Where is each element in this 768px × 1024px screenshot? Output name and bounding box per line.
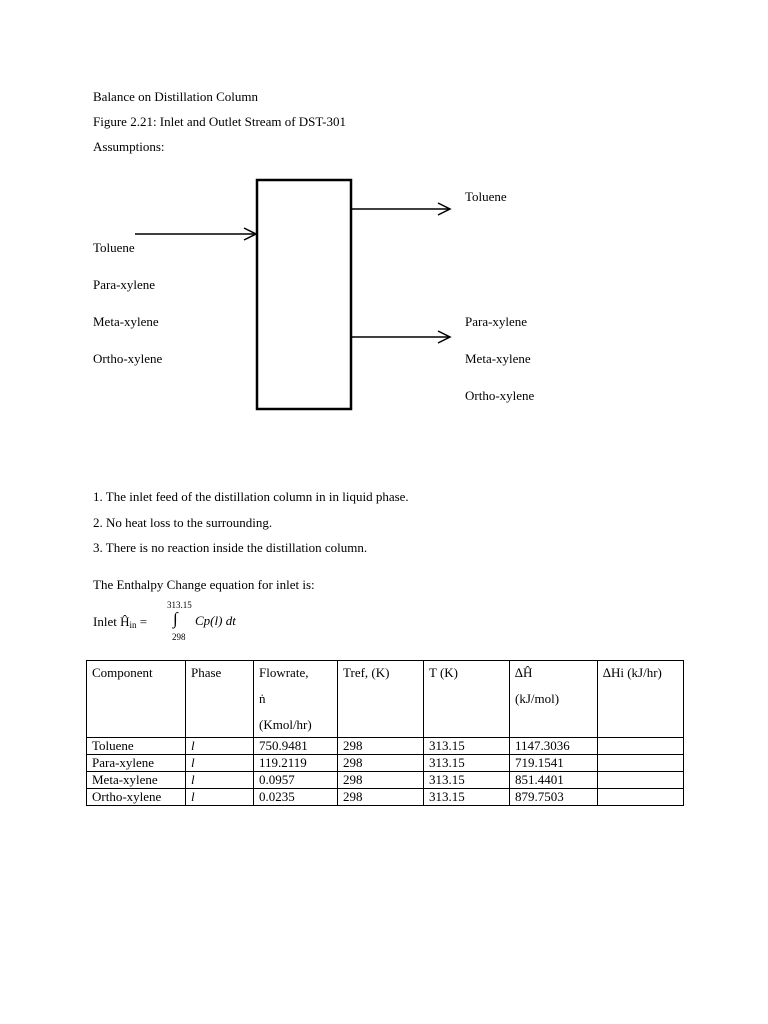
integral-symbol: ∫	[173, 609, 178, 628]
inlet-component-label: Meta-xylene	[93, 314, 159, 329]
header-delta-hi: ∆Hi (kJ/hr)	[598, 661, 684, 738]
header-t: T (K)	[424, 661, 510, 738]
cell-delta-h: 879.7503	[510, 789, 598, 806]
cell-delta-hi	[598, 738, 684, 755]
bottom-outlet-component-label: Ortho-xylene	[465, 388, 535, 403]
assumption-item: 1. The inlet feed of the distillation column in in liquid phase.	[93, 489, 409, 504]
cell-component: Para-xylene	[87, 755, 186, 772]
cell-flowrate: 0.0957	[254, 772, 338, 789]
cell-delta-h: 1147.3036	[510, 738, 598, 755]
assumption-item: 3. There is no reaction inside the distillation column.	[93, 540, 368, 555]
top-outlet-component-label: Toluene	[465, 189, 507, 204]
table-row	[87, 772, 684, 789]
enthalpy-equation-lhs	[93, 614, 147, 630]
integral-upper-limit: 313.15	[167, 600, 192, 610]
integral-integrand: Cp(l) dt	[195, 613, 236, 628]
cell-delta-hi	[598, 789, 684, 806]
cell-component: Meta-xylene	[87, 772, 186, 789]
cell-t: 313.15	[424, 789, 510, 806]
cell-component: Toluene	[87, 738, 186, 755]
equation-lhs-main: Inlet Ĥ	[93, 614, 130, 629]
cell-flowrate: 119.2119	[254, 755, 338, 772]
table-row	[87, 738, 684, 755]
cell-phase: l	[186, 755, 254, 772]
cell-flowrate: 750.9481	[254, 738, 338, 755]
cell-delta-h: 719.1541	[510, 755, 598, 772]
assumption-item: 2. No heat loss to the surrounding.	[93, 515, 273, 530]
inlet-component-label: Toluene	[93, 240, 135, 255]
header-phase: Phase	[186, 661, 254, 738]
header-tref: Tref, (K)	[338, 661, 424, 738]
inlet-component-label: Para-xylene	[93, 277, 156, 292]
cell-t: 313.15	[424, 772, 510, 789]
inlet-component-label: Ortho-xylene	[93, 351, 163, 366]
cell-component: Ortho-xylene	[87, 789, 186, 806]
cell-tref: 298	[338, 738, 424, 755]
header-delta-h: ∆Ĥ (kJ/mol)	[510, 661, 598, 738]
distillation-column-box	[257, 180, 351, 409]
cell-t: 313.15	[424, 738, 510, 755]
cell-delta-hi	[598, 755, 684, 772]
equation-lhs-subscript: in	[129, 620, 137, 630]
cell-tref: 298	[338, 772, 424, 789]
assumptions-label: Assumptions:	[93, 139, 165, 154]
cell-flowrate: 0.0235	[254, 789, 338, 806]
cell-t: 313.15	[424, 755, 510, 772]
equation-equals: =	[136, 614, 148, 629]
bottom-outlet-component-label: Meta-xylene	[465, 351, 531, 366]
enthalpy-intro-text: The Enthalpy Change equation for inlet is:	[93, 577, 315, 592]
header-component: Component	[87, 661, 186, 738]
cell-tref: 298	[338, 789, 424, 806]
cell-phase: l	[186, 772, 254, 789]
figure-caption: Figure 2.21: Inlet and Outlet Stream of DST-301	[93, 114, 346, 129]
cell-tref: 298	[338, 755, 424, 772]
cell-phase: l	[186, 738, 254, 755]
cell-delta-h: 851.4401	[510, 772, 598, 789]
bottom-outlet-component-label: Para-xylene	[465, 314, 528, 329]
enthalpy-table	[86, 660, 684, 806]
table-header-row	[87, 661, 684, 738]
integral-lower-limit: 298	[172, 632, 186, 642]
distillation-column-diagram	[0, 0, 768, 460]
cell-phase: l	[186, 789, 254, 806]
cell-delta-hi	[598, 772, 684, 789]
header-flowrate: Flowrate, ṅ (Kmol/hr)	[254, 661, 338, 738]
table-row	[87, 755, 684, 772]
document-heading: Balance on Distillation Column	[93, 89, 259, 104]
table-row	[87, 789, 684, 806]
